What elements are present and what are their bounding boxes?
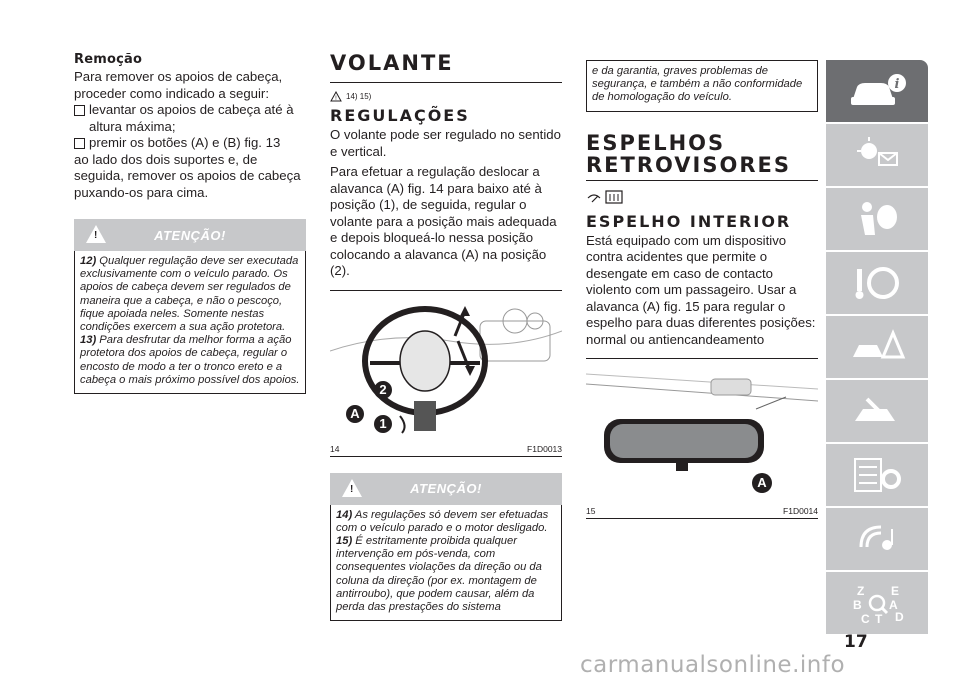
warning-note: e da garantia, graves problemas de segurança, e também a não conformidade de homologação do veículo.	[592, 65, 803, 104]
chapter-sidebar	[826, 60, 928, 636]
figure-14	[330, 290, 562, 457]
warning-header: ! ATENÇÃO!	[74, 219, 306, 251]
dashboard-lights-icon	[847, 133, 907, 177]
bullet-text: levantar os apoios de cabeça até à altura máxima;	[89, 102, 294, 134]
sidebar-item-safety[interactable]	[826, 188, 928, 252]
svg-text:B: B	[853, 598, 862, 612]
callout-a: A	[752, 473, 772, 493]
sidebar-item-dashboard[interactable]	[826, 124, 928, 188]
page-title: ESPELHOS RETROVISORES	[586, 130, 791, 177]
paragraph: Está equipado com um dispositivo contra acidentes que permite o desengate em caso de contacto violento com um passageiro. Usar a alavanca (A) fig. 15 para regular o espelho para duas diferentes posições: normal ou antiencandeamento	[586, 232, 816, 347]
maintenance-icon	[847, 389, 907, 433]
car-info-icon	[847, 69, 907, 113]
figure-15	[586, 358, 818, 519]
page-number: 17	[844, 632, 868, 652]
watermark: carmanualsonline.info	[580, 652, 846, 678]
page-title: VOLANTE	[330, 51, 454, 75]
sidebar-item-specs[interactable]	[826, 444, 928, 508]
section-subtitle: REGULAÇÕES	[330, 106, 470, 125]
callout-a: A	[346, 405, 364, 423]
svg-text:C: C	[861, 612, 870, 625]
figure-caption	[330, 442, 562, 456]
figure-number: 15	[586, 506, 596, 517]
multimedia-icon	[847, 517, 907, 561]
sidebar-item-multimedia[interactable]	[826, 508, 928, 572]
section-subtitle: ESPELHO INTERIOR	[586, 211, 792, 231]
warning-box	[74, 251, 306, 394]
checkbox-bullet-icon	[74, 105, 85, 116]
svg-text:E: E	[891, 584, 900, 598]
column-3	[586, 60, 818, 519]
svg-text:!: !	[335, 95, 337, 102]
bullet-item	[74, 135, 306, 152]
svg-text:i: i	[894, 77, 900, 92]
warning-continuation-box	[586, 60, 818, 112]
svg-text:A: A	[889, 598, 898, 612]
book-hand-icon	[586, 188, 626, 206]
warning-note: 12) Qualquer regulação deve ser executada exclusivamente com o veículo parado. Os apoios de cabeça devem ser regulados de maneira que a cabeça, e não o pescoço, fique apoiada neles. Somente nestas condições exercem a sua ação protetora.	[80, 255, 299, 334]
callout-1: 1	[374, 415, 392, 433]
sidebar-item-maintenance[interactable]	[826, 380, 928, 444]
warning-title: ATENÇÃO!	[154, 227, 226, 243]
column-1	[74, 52, 306, 394]
index-abc-icon	[847, 581, 907, 625]
note-refs: 14) 15)	[346, 91, 372, 101]
warning-title: ATENÇÃO!	[410, 481, 482, 496]
callout-2: 2	[374, 381, 392, 399]
bullet-item	[74, 102, 306, 135]
figure-caption	[586, 504, 818, 518]
warning-header: ! ATENÇÃO!	[330, 473, 562, 505]
sidebar-item-car-info[interactable]	[826, 60, 928, 124]
warning-road-icon	[847, 325, 907, 369]
sidebar-item-index[interactable]	[826, 572, 928, 636]
steering-wheel-illustration	[330, 291, 562, 437]
svg-text:D: D	[895, 610, 904, 624]
airbag-icon	[847, 197, 907, 241]
figure-code: F1D0014	[783, 506, 818, 517]
svg-text:Z: Z	[857, 584, 865, 598]
warning-note: 14) As regulações só devem ser efetuadas com o veículo parado e o motor desligado.	[336, 508, 549, 534]
rear-view-mirror-illustration	[586, 359, 818, 499]
intro-text: Para remover os apoios de cabeça, proceder como indicado a seguir:	[74, 69, 283, 101]
sidebar-item-emergency[interactable]	[826, 316, 928, 380]
after-text: ao lado dos dois suportes e, de seguida, remover os apoios de cabeça puxando-os para cima.	[74, 151, 301, 200]
checkbox-bullet-icon	[74, 138, 85, 149]
steering-key-icon	[847, 261, 907, 305]
warning-note: 15) É estritamente proibida qualquer intervenção em pós-venda, com consequentes violações da direção ou da coluna da direção (por ex. montagem de antirroubo), que podem causar, além da perda das prestações do sistema	[336, 534, 542, 613]
svg-text:T: T	[875, 612, 883, 625]
column-2	[330, 52, 562, 621]
section-heading: Remoção	[74, 52, 143, 67]
figure-code: F1D0013	[527, 443, 562, 454]
warning-note: 13) Para desfrutar da melhor forma a ação protetora dos apoios de cabeça, regular o encosto de modo a ter o tronco ereto e a cabeça o mais próximo possível dos apoios.	[80, 334, 300, 386]
warning-small-icon	[330, 91, 342, 102]
sidebar-item-starting[interactable]	[826, 252, 928, 316]
warning-box	[330, 505, 562, 622]
figure-number: 14	[330, 443, 340, 454]
bullet-text: premir os botões (A) e (B) fig. 13	[89, 135, 281, 150]
specs-gear-icon	[847, 453, 907, 497]
paragraph: Para efetuar a regulação deslocar a alavanca (A) fig. 14 para baixo até à posição (1), de seguida, regular o volante para a posição mais adequada e depois bloqueá-lo nessa posição colocando a alavanca (A) na posição (2).	[330, 164, 557, 278]
paragraph: O volante pode ser regulado no sentido e vertical.	[330, 127, 561, 159]
note-icons	[586, 187, 818, 207]
